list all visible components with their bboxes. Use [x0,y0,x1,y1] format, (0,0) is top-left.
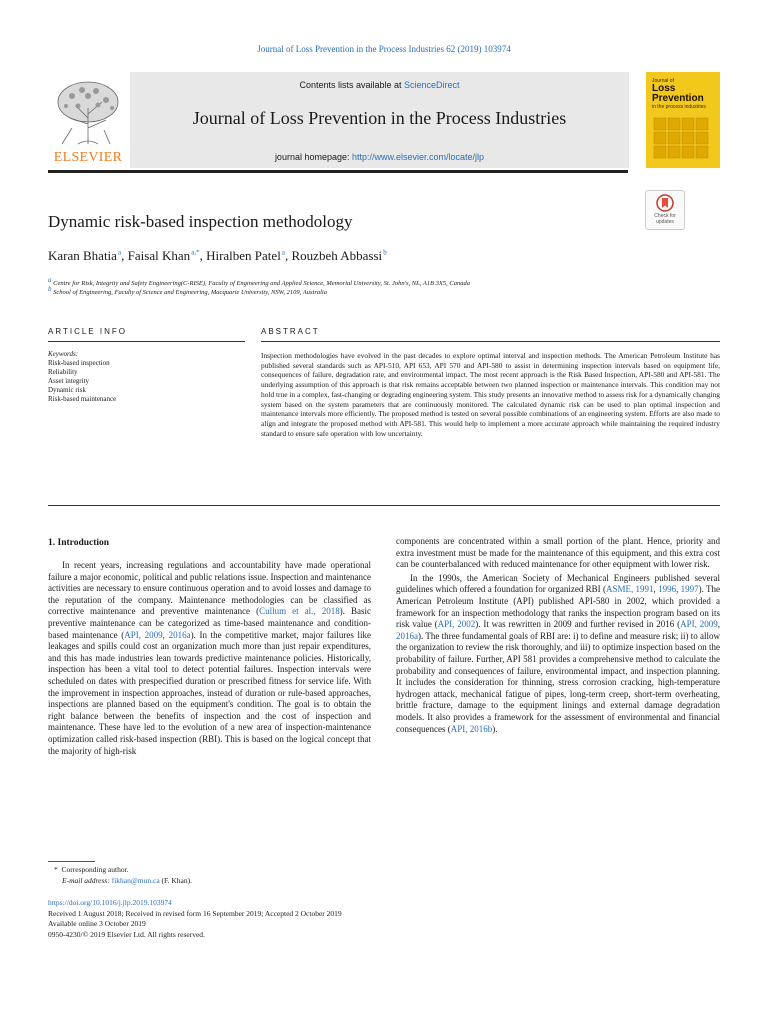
header-divider [48,170,628,173]
author-affiliation-mark[interactable]: a [281,248,286,257]
homepage-link[interactable]: http://www.elsevier.com/locate/jlp [352,152,485,162]
journal-cover-image[interactable] [646,72,720,168]
author-name: Karan Bhatia [48,248,117,263]
cover-pattern-icon [652,116,714,164]
received-dates: Received 1 August 2018; Received in revised form 16 September 2019; Accepted 2 October 2019 [48,909,342,918]
sciencedirect-link[interactable]: ScienceDirect [404,80,460,90]
paragraph-text: , [717,619,720,630]
article-info-divider [48,341,245,342]
citation-link[interactable]: API, 2009 [124,629,163,640]
keyword-item: Reliability [48,368,78,376]
citation-link[interactable]: API, 2002 [437,619,476,630]
paragraph-text: , [162,629,169,640]
citation-link[interactable]: Cullum et al., 2018 [259,606,340,617]
available-online-date: Available online 3 October 2019 [48,919,146,928]
check-for-updates-button[interactable] [645,190,685,230]
body-paragraph [396,536,720,571]
citation-link[interactable]: ASME, 1991 [605,584,654,595]
author-list: Karan Bhatia $^a$, Faisal Khan $^{a,*}$, Hiralben Patel $^a$, Rouzbeh Abbassi $^b$ [48,248,387,263]
author-name: Faisal Khan [127,248,191,263]
bookmark-update-icon [656,194,674,212]
paragraph-text: ). It was rewritten in 2009 and further revised in 2016 ( [475,619,681,630]
paragraph-text: ). Basic preventive maintenance can be categorized as time-based maintenance and condition-based maintenance ( [48,606,371,640]
author-name: Rouzbeh Abbassi [291,248,383,263]
check-updates-label: Check for updates [654,213,676,225]
keywords-block [48,350,245,404]
corresponding-text: Corresponding author. [61,865,129,874]
affiliation-mark: b [48,285,52,293]
contents-prefix: Contents lists available at [299,80,405,90]
journal-homepage [130,152,629,162]
keyword-item: Risk-based maintenance [48,395,117,403]
author-affiliation-mark[interactable]: a,* [191,248,200,257]
citation-link[interactable]: 2016a [396,630,418,641]
citation-link[interactable]: API, 2009 [680,619,718,630]
paragraph-text: ). In the competitive market, major failures like leakages and spills could cost an organization much more than just repair expenditures, and this has made industries lean towards predictive maintenance policies. Historically, inspection has been a vital tool to detect potential failures. Inspection intervals were scheduled on dates with prespecified duration or prescribed fitness for service life. With the improvement in inspection approaches, instead of duration or rule-based approaches, inspections are planned based on the equipment's condition. The goal is to obtain the right balance between the benefits of inspection and the cost of inspection and maintenance. These have led to the evolution of a new area of inspection-maintenance optimization called risk-based inspection (RBI). This is based on the logical concept that the majority of high-risk [48,629,371,756]
abstract-heading: ABSTRACT [261,327,320,336]
abstract-bottom-divider [48,505,720,506]
journal-citation[interactable]: Journal of Loss Prevention in the Process Industries 62 (2019) 103974 [257,44,511,54]
article-info-heading: ARTICLE INFO [48,327,127,336]
paragraph-text: In the 1990s, the American Society of Mechanical Engineers published several guidelines which offered a foundation for organized RBI ( [396,572,720,595]
contents-availability [130,80,629,90]
doi-link[interactable]: https://doi.org/10.1016/j.jlp.2019.103974 [48,898,172,907]
email-note [62,876,192,886]
abstract-body: Inspection methodologies have evolved in the past decades to explore optimal interval and inspection methods. The American Petroleum Institute has published several standards such as API-510, API 653, API 570 and API-580 to assist in determining inspection intervals based on equipment life, consequences of failure, degradation rate, and environmental impact. The most recent approach is the Risk Based Inspection, API-580 and API-581. The underlying assumption of this approach is that risk remains acceptable between two planned inspection or maintenance intervals. This condition may not hold true in a complex, fast-changing or degrading engineering system. This study presents an innovative method to assess risk for a dynamically changing system based on the system parameters that are continuously monitored. The calculated dynamic risk can be used to plan optimal inspection and maintenance intervals more efficiently. The proposed method is tested on several possible combinations of an engineering system. Efforts are also made to align and integrate the proposed method with API-581. This would help to implement a more accurate approach while maintaining the required industry standard to ensure safe operation with low uncertainty. [261,351,720,438]
email-link[interactable]: fikhan@mun.ca [111,876,160,885]
article-title: Dynamic risk-based inspection methodology [48,212,353,231]
keyword-item: Asset integrity [48,377,90,385]
cover-subtitle: in the process industries [652,104,706,110]
email-owner: (F. Khan). [161,876,192,885]
keyword-item: Dynamic risk [48,386,86,394]
corresponding-author-note [54,865,129,875]
citation-link[interactable]: 1996 [658,584,677,595]
paragraph-text: In recent years, increasing regulations and accountability have made operational failure a major economic, political and public relations issue. Inspection and maintenance activities are necessary to ensure continuous operation and to avoid losses and damage to the reputation of the company. Maintenance methodologies can be classified as corrective maintenance and preventive maintenance ( [48,560,371,617]
author-affiliation-mark[interactable]: b [383,248,387,257]
footnote-divider [48,861,95,862]
keywords-label: Keywords: [48,350,79,358]
affiliation-text: School of Engineering, Faculty of Science and Engineering, Macquarie University, NSW, 2109, Australia [53,289,327,297]
homepage-label: journal homepage: [274,152,352,162]
journal-title: Journal of Loss Prevention in the Process Industries [192,108,567,128]
cover-top-text: Journal of [652,78,674,84]
abstract-divider [261,341,720,342]
footnote-mark: * [54,865,58,874]
body-column-right [396,536,720,735]
paragraph-text: ). [492,723,498,734]
body-column-left [48,560,371,757]
keyword-item: Risk-based inspection [48,359,110,367]
affiliation-text: Centre for Risk, Integrity and Safety Engineering(C-RISE), Faculty of Engineering and Applied Science, Memorial University, St. John's, NL, A1B 3X5, Canada [53,280,470,288]
paragraph-text: ). The three fundamental goals of RBI are: i) to define and measure risk; ii) to allow the organization to review the risk thoroughly, and iii) to optimize inspection based on the probability of failure. Further, API 581 provides a comprehensive method to calculate the probability and consequences of failure, environmental impact, and inspection planning. It includes the consideration for thinning, stress corrosion cracking, high-temperature hydrogen attack, mechanical fatigue of pipes, long-term creep, short-term overheating, brittle fracture, damage to the equipment linings and external damage degradation models. It also provides a framework for the assessment of environmental and financial consequences ( [396,630,720,734]
cover-title: Loss Prevention [652,83,704,104]
citation-link[interactable]: 2016a [168,629,191,640]
paragraph-text: , [653,584,659,595]
author-affiliation-mark[interactable]: a [118,248,122,257]
citation-link[interactable]: API, 2016b [450,723,493,734]
section-heading-introduction: 1. Introduction [48,538,110,548]
affiliation-mark: a [48,276,52,284]
paragraph-text: ). The American Petroleum Institute (API) published API-580 in 2002, which provided a framework for an inspection methodology that ranks the inspection program based on its risk value ( [396,584,721,630]
paragraph-text: , [676,584,681,595]
body-paragraph [396,573,720,735]
body-paragraph [48,560,371,757]
author-name: Hiralben Patel [206,248,281,263]
citation-link[interactable]: 1997 [680,584,699,595]
publisher-name: ELSEVIER [53,150,123,165]
affiliation-b [48,285,327,296]
paragraph-text: components are concentrated within a small portion of the plant. Hence, priority and extra investment must be made for the maintenance of this equipment, and this extra cost can be counterbalanced with reduced maintenance for other equipment with lower risk. [396,536,720,570]
copyright-notice: 0950-4230/© 2019 Elsevier Ltd. All rights reserved. [48,930,205,939]
email-label: E-mail address: [62,876,110,885]
